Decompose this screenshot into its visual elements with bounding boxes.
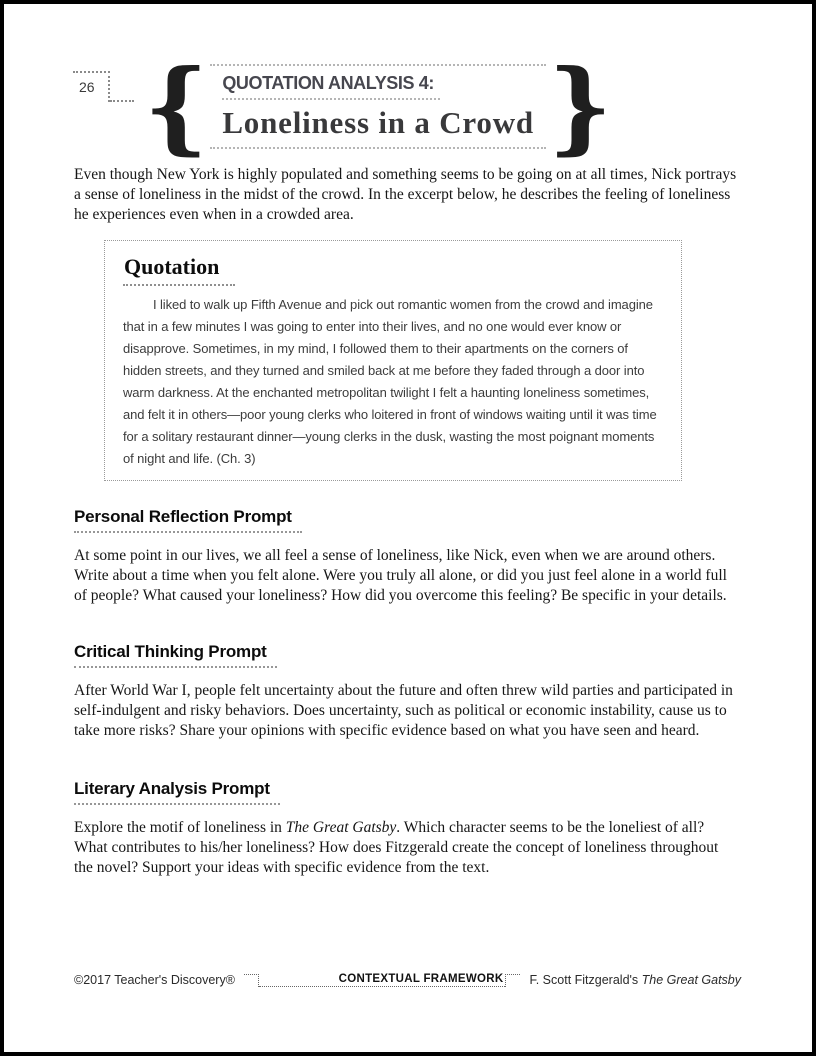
- footer-dotted-leader: [259, 973, 506, 987]
- literary-analysis-body-suffix: . Which character seems to be the loneliest of all? What contributes to his/her loneliness? How does Fitzgerald create the concept of loneliness throughout the novel? Support your ideas with specific evidence from the text.: [74, 819, 719, 876]
- critical-thinking-heading: Critical Thinking Prompt: [74, 642, 277, 668]
- section-personal-reflection: [4, 481, 812, 606]
- title-kicker: QUOTATION ANALYSIS 4:: [222, 73, 440, 100]
- personal-reflection-heading: Personal Reflection Prompt: [74, 507, 302, 533]
- literary-analysis-body: [74, 818, 741, 878]
- footer-right-dotted-bracket: [505, 974, 520, 987]
- critical-thinking-body: After World War I, people felt uncertainty about the future and often threw wild parties and participated in self-indulgent and risky behaviors. Does uncertainty, such as political or economic instability, cause us to take more risks? Share your opinions with specific evidence based on what you have seen and heard.: [74, 682, 733, 739]
- title-banner: [144, 47, 613, 165]
- footer-author-text: F. Scott Fitzgerald's: [529, 973, 642, 987]
- title-box: [210, 64, 546, 149]
- footer-book-reference: [520, 973, 741, 988]
- footer-left-dotted-bracket: [244, 974, 259, 987]
- section-literary-analysis: [4, 741, 812, 878]
- copyright-text: ©2017 Teacher's Discovery®: [74, 973, 235, 987]
- personal-reflection-body: At some point in our lives, we all feel a sense of loneliness, like Nick, even when we are around others. Write about a time when you felt alone. Were you truly all alone, or did you just feel alone in a world full of people? What caused your loneliness? How did you overcome this feeling? Be specific in your details.: [74, 547, 727, 604]
- page-number: 26: [73, 71, 110, 102]
- intro-paragraph: Even though New York is highly populated and something seems to be going on at all times, Nick portrays a sense of loneliness in the midst of the crowd. In the excerpt below, he describes the feeling of loneliness he experiences even when in a crowded area.: [74, 166, 737, 223]
- quotation-text: I liked to walk up Fifth Avenue and pick out romantic women from the crowd and imagine that in a few minutes I was going to enter into their lives, and no one would ever know or disapprove. Sometimes, in my mind, I followed them to their apartments on the corners of hidden streets, and they turned and smiled back at me before they faded through a door into warm darkness. At the enchanted metropolitan twilight I felt a haunting loneliness sometimes, and felt it in others—poor young clerks who loitered in front of windows waiting until it was time for a solitary restaurant dinner—young clerks in the dusk, wasting the most poignant moments of night and life. (Ch. 3): [123, 297, 657, 466]
- right-brace-decoration: }: [547, 47, 613, 165]
- section-critical-thinking: [4, 606, 812, 741]
- footer-book-title-italic: The Great Gatsby: [641, 973, 741, 987]
- quotation-heading: Quotation: [123, 254, 235, 286]
- page-title: Loneliness in a Crowd: [222, 105, 534, 140]
- footer-center-label: CONTEXTUAL FRAMEWORK: [338, 973, 504, 985]
- book-title-italic: The Great Gatsby: [285, 819, 397, 836]
- page-number-dotted-tail: [110, 71, 134, 102]
- left-brace-decoration: {: [144, 47, 209, 165]
- literary-analysis-body-prefix: Explore the motif of loneliness in: [74, 819, 286, 836]
- quotation-box: [104, 240, 682, 481]
- literary-analysis-heading: Literary Analysis Prompt: [74, 779, 280, 805]
- page-number-bracket: [73, 71, 134, 102]
- page-footer: [74, 964, 741, 988]
